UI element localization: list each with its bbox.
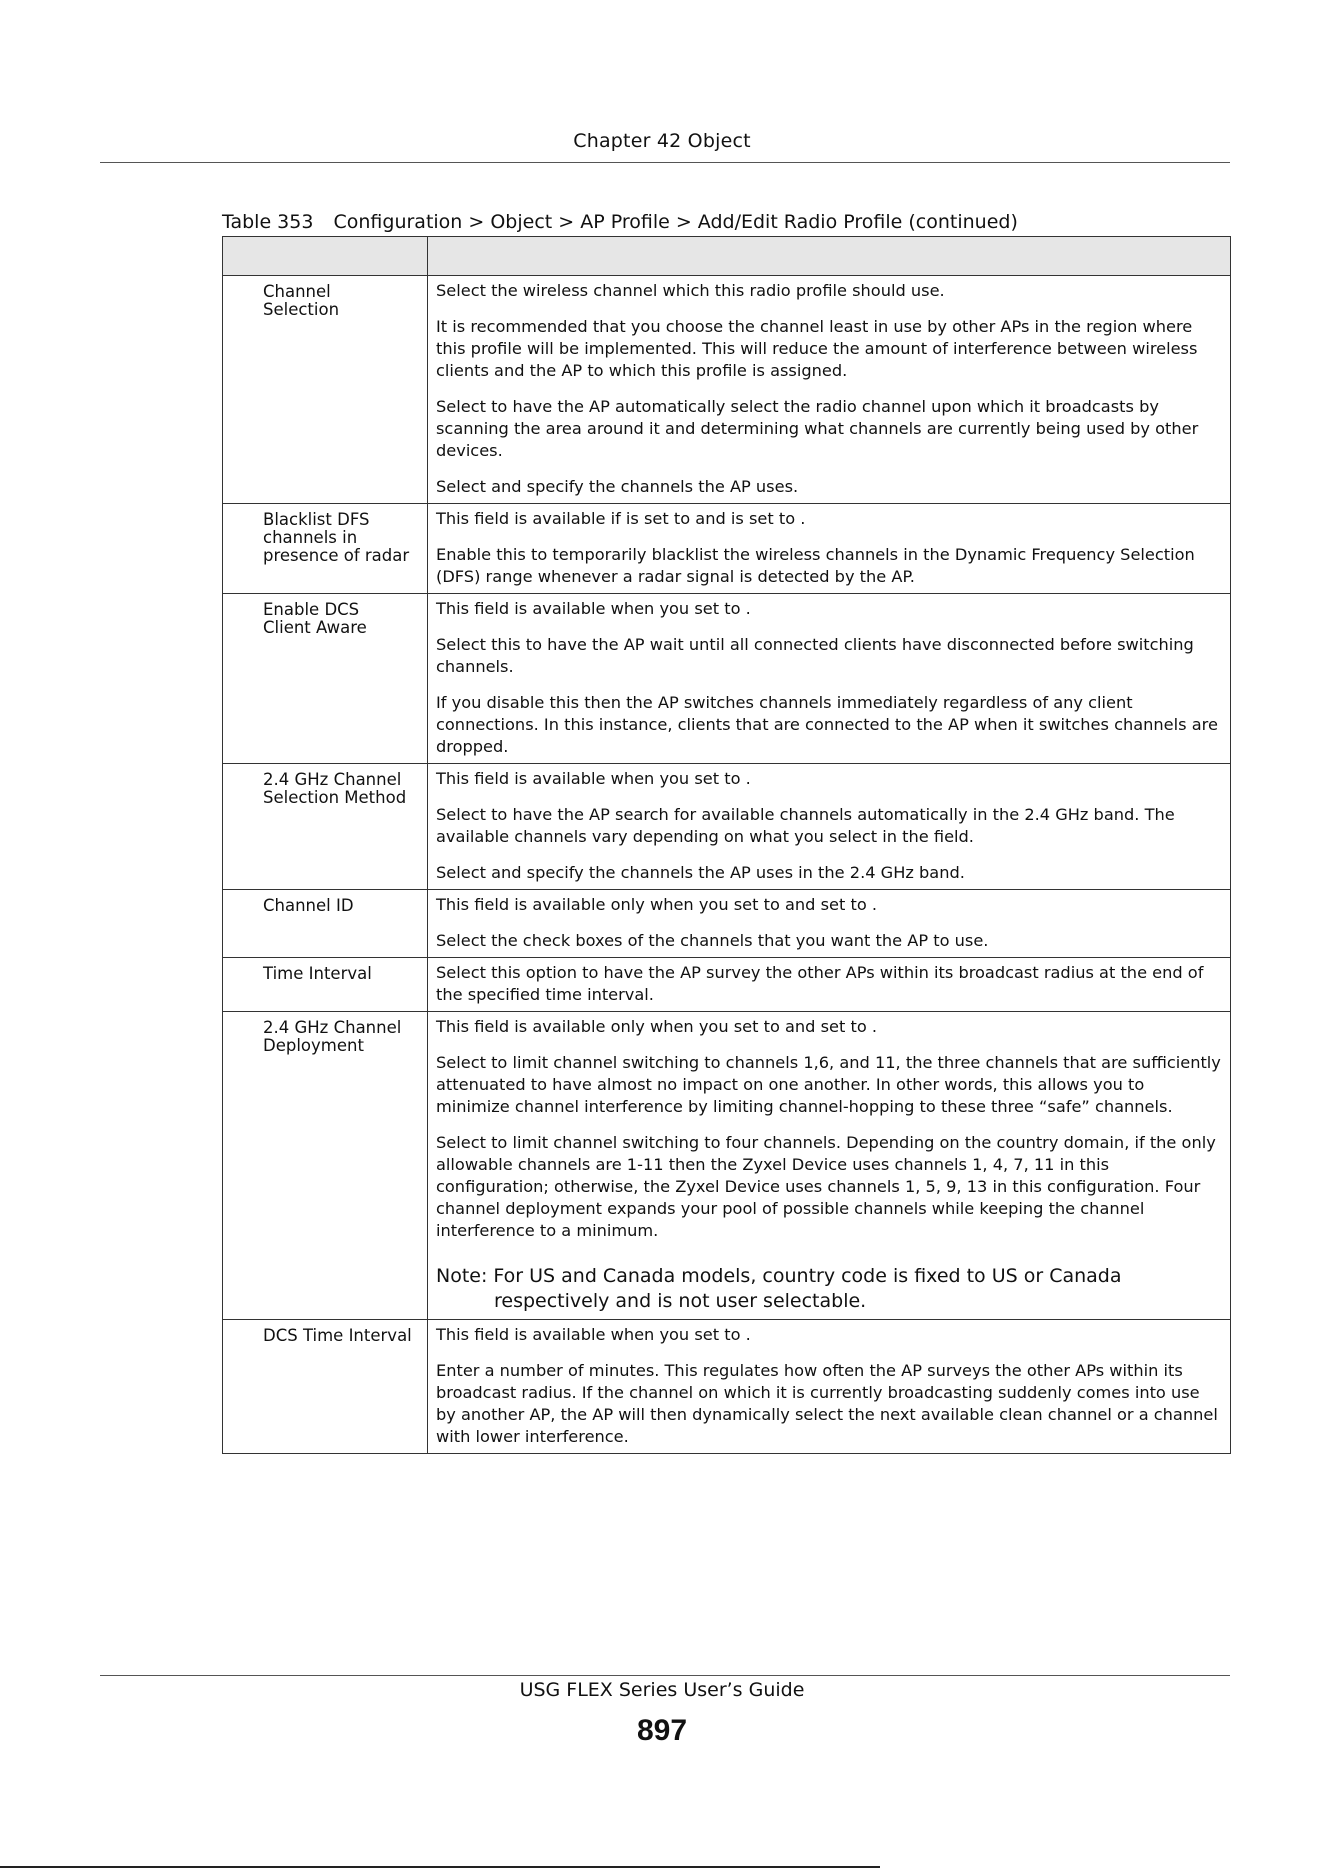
table-row [223,594,1231,764]
table-row [223,890,1231,958]
description-paragraph: Enter a number of minutes. This regulates how often the AP surveys the other APs within its broadcast radius. If the channel on which it is currently broadcasting suddenly comes into use by another AP, the AP will then dynamically select the next available clean channel or a channel with lower interference. [436,1361,1218,1446]
description-paragraph: It is recommended that you choose the channel least in use by other APs in the region where this profile will be implemented. This will reduce the amount of interference between wireless clients and the AP to which this profile is assigned. [436,317,1198,380]
field-description [428,958,1231,1012]
table-caption-number: Table 353 [222,211,314,233]
description-paragraph: Select to limit channel switching to channels 1,6, and 11, the three channels that are sufficiently attenuated to have almost no impact on one another. In other words, this allows you to minimize channel interference by limiting channel-hopping to these three “safe” channels. [436,1053,1221,1116]
field-label-line: Blacklist DFS [263,510,370,529]
field-label [223,276,428,504]
field-label-line: Time Interval [263,964,372,983]
field-label-line: Channel [263,282,331,301]
field-description [428,504,1231,594]
field-label-line: DCS Time Interval [263,1326,412,1345]
field-label-line: presence of radar [263,546,410,565]
field-label [223,890,428,958]
field-label-line: Deployment [263,1036,364,1055]
description-paragraph: Select to have the AP search for available channels automatically in the 2.4 GHz band. The available channels vary depending on what you select in the field. [436,805,1175,846]
field-description [428,594,1231,764]
field-label-line: Selection [263,300,340,319]
bottom-divider [0,1866,880,1868]
description-paragraph: Select this to have the AP wait until all connected clients have disconnected before switching channels. [436,635,1194,676]
table-row [223,764,1231,890]
table-caption-text: Configuration > Object > AP Profile > Add/Edit Radio Profile (continued) [333,211,1018,233]
field-label [223,594,428,764]
field-description [428,764,1231,890]
description-paragraph: Select to limit channel switching to four channels. Depending on the country domain, if the only allowable channels are 1-11 then the Zyxel Device uses channels 1, 4, 7, 11 in this configuration; otherwise, the Zyxel Device uses channels 1, 5, 9, 13 in this configuration. Four channel deployment expands your pool of possible channels while keeping the channel interference to a minimum. [436,1133,1216,1240]
field-label [223,1012,428,1320]
field-label-line: 2.4 GHz Channel [263,770,402,789]
header-divider [100,162,1230,163]
field-description [428,276,1231,504]
radio-profile-table [222,236,1231,1454]
table-header-label [223,237,428,276]
table-header-description [428,237,1231,276]
field-label [223,504,428,594]
description-paragraph: This field is available when you set to . [436,1325,751,1344]
field-label [223,958,428,1012]
description-paragraph: Select and specify the channels the AP uses in the 2.4 GHz band. [436,863,965,882]
description-paragraph: Select the wireless channel which this radio profile should use. [436,281,945,300]
note [436,1264,1222,1314]
footer-divider [100,1675,1230,1676]
description-paragraph: This field is available only when you set to and set to . [436,1017,878,1036]
field-description [428,1320,1231,1454]
description-paragraph: Select this option to have the AP survey the other APs within its broadcast radius at the end of the specified time interval. [436,963,1204,1004]
description-paragraph: This field is available if is set to and is set to . [436,509,806,528]
description-paragraph: Select to have the AP automatically select the radio channel upon which it broadcasts by scanning the area around it and determining what channels are currently being used by other devices. [436,397,1199,460]
field-description [428,890,1231,958]
note-text-continued: respectively and is not user selectable. [494,1290,867,1312]
field-label-line: Selection Method [263,788,407,807]
table-row [223,504,1231,594]
description-paragraph: This field is available only when you set to and set to . [436,895,878,914]
note-text: Note: For US and Canada models, country code is fixed to US or Canada [436,1265,1122,1287]
table-row [223,958,1231,1012]
description-paragraph: If you disable this then the AP switches channels immediately regardless of any client connections. In this instance, clients that are connected to the AP when it switches channels are dropped. [436,693,1218,756]
table-caption [222,211,1018,233]
field-label-line: channels in [263,528,358,547]
page-number: 897 [636,1714,688,1747]
description-paragraph: This field is available when you set to . [436,769,751,788]
field-label [223,764,428,890]
description-paragraph: Enable this to temporarily blacklist the wireless channels in the Dynamic Frequency Selection (DFS) range whenever a radar signal is detected by the AP. [436,545,1195,586]
table-header-row [223,237,1231,276]
field-label [223,1320,428,1454]
description-paragraph: Select the check boxes of the channels that you want the AP to use. [436,931,989,950]
field-label-line: 2.4 GHz Channel [263,1018,402,1037]
guide-title: USG FLEX Series User’s Guide [519,1679,805,1701]
chapter-title: Chapter 42 Object [573,130,751,152]
field-label-line: Client Aware [263,618,367,637]
table-row [223,1320,1231,1454]
table-row [223,276,1231,504]
description-paragraph: This field is available when you set to . [436,599,751,618]
description-paragraph: Select and specify the channels the AP uses. [436,477,799,496]
field-label-line: Channel ID [263,896,354,915]
field-description [428,1012,1231,1320]
table-row [223,1012,1231,1320]
field-label-line: Enable DCS [263,600,360,619]
